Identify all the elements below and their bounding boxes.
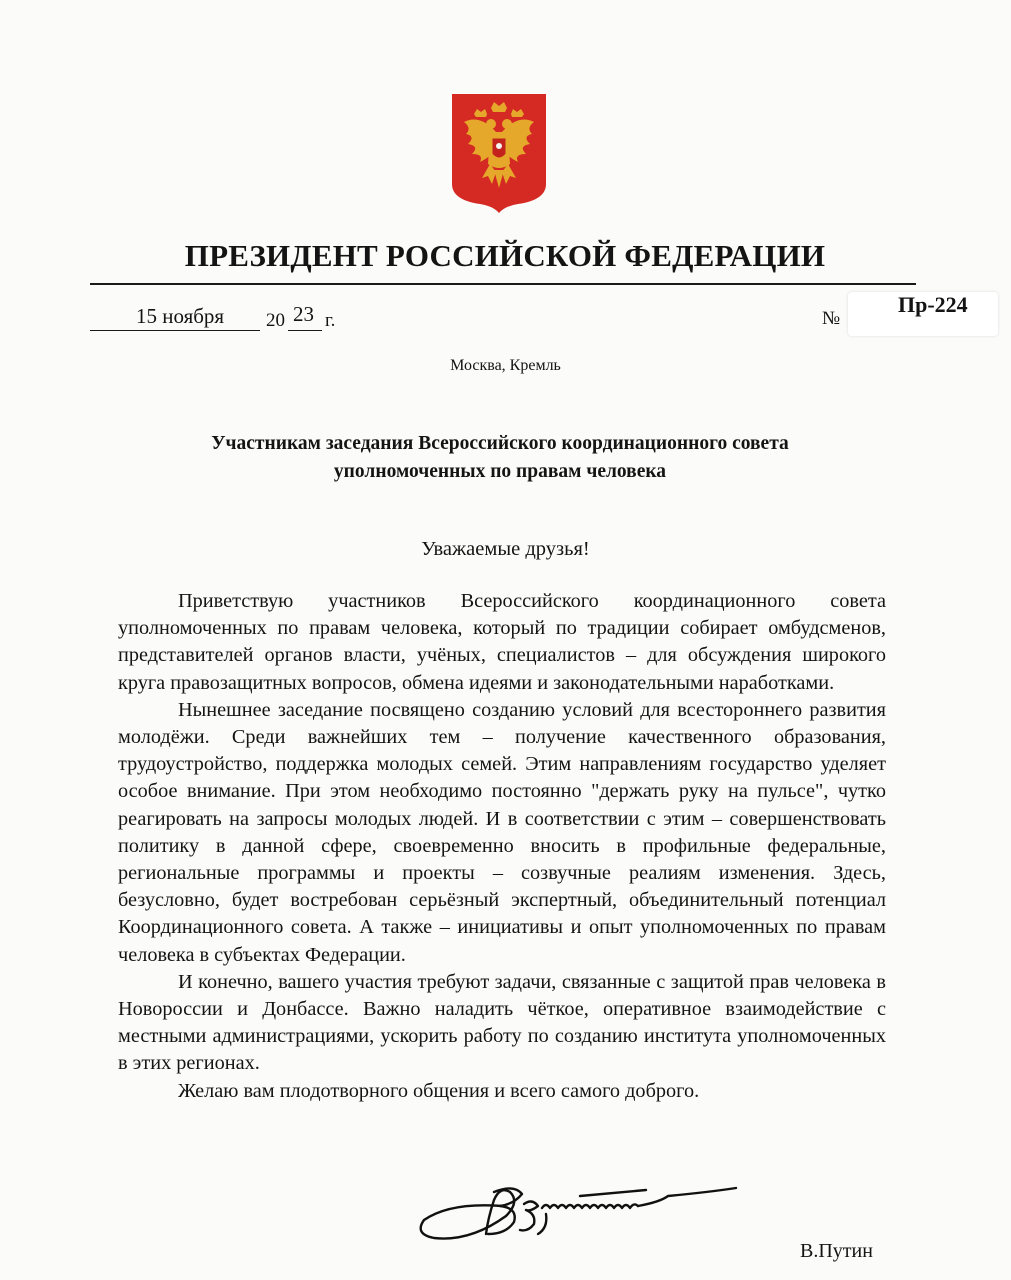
number-label: № xyxy=(822,308,841,329)
handwritten-signature-icon xyxy=(410,1172,750,1252)
date-day-month: 15 ноября xyxy=(136,304,225,328)
number-value: Пр-224 xyxy=(898,292,968,317)
header-rule xyxy=(90,283,916,285)
letter-body xyxy=(118,588,886,1105)
year-underline xyxy=(288,330,322,331)
paragraph-1: Приветствую участников Всероссийского координационного совета уполномоченных по правам человека, который по традиции собирает омбудсменов, представителей органов власти, учёных, специалистов – для обсуждения широкого круга правозащитных вопросов, обмена идеями и законодательными наработками. xyxy=(118,590,886,694)
paragraph-3: И конечно, вашего участия требуют задачи, связанные с защитой прав человека в Новороссии и Донбассе. Важно наладить чёткое, оперативное взаимодействие с местными администрациями, ускорить работу по созданию института уполномоченных в этих регионах. xyxy=(118,970,886,1075)
russian-coat-of-arms-icon xyxy=(450,92,548,214)
paragraph-2: Нынешнее заседание посвящено созданию условий для всестороннего развития молодёжи. Среди важнейших тем – получение качественного образования, трудоустройство, поддержка молодых семей. Этим направлениям государство уделяет особое внимание. При этом необходимо постоянно "держать руку на пульсе", чутко реагировать на запросы молодых людей. И в соответствии с этим – совершенствовать политику в данной сфере, своевременно вносить в профильные федеральные, региональные программы и проекты – созвучные реалиям изменения. Здесь, безусловно, будет востребован серьёзный экспертный, объединительный потенциал Координационного совета. А также – инициативы и опыт уполномоченных по правам человека в субъектах Федерации. xyxy=(118,698,886,966)
place-of-issue: Москва, Кремль xyxy=(450,357,561,374)
letter-title xyxy=(100,430,900,486)
greeting: Уважаемые друзья! xyxy=(421,538,590,560)
document-header: ПРЕЗИДЕНТ РОССИЙСКОЙ ФЕДЕРАЦИИ xyxy=(184,238,826,273)
year-suffix: 23 xyxy=(293,302,314,326)
title-line-1: Участникам заседания Всероссийского координационного совета xyxy=(211,433,789,454)
signer-name: В.Путин xyxy=(800,1240,873,1262)
year-prefix: 20 xyxy=(266,310,285,331)
date-underline xyxy=(90,330,260,331)
paragraph-4: Желаю вам плодотворного общения и всего самого доброго. xyxy=(178,1079,700,1102)
number-stamp xyxy=(848,292,998,336)
title-line-2: уполномоченных по правам человека xyxy=(333,461,667,482)
year-unit: г. xyxy=(325,310,336,331)
